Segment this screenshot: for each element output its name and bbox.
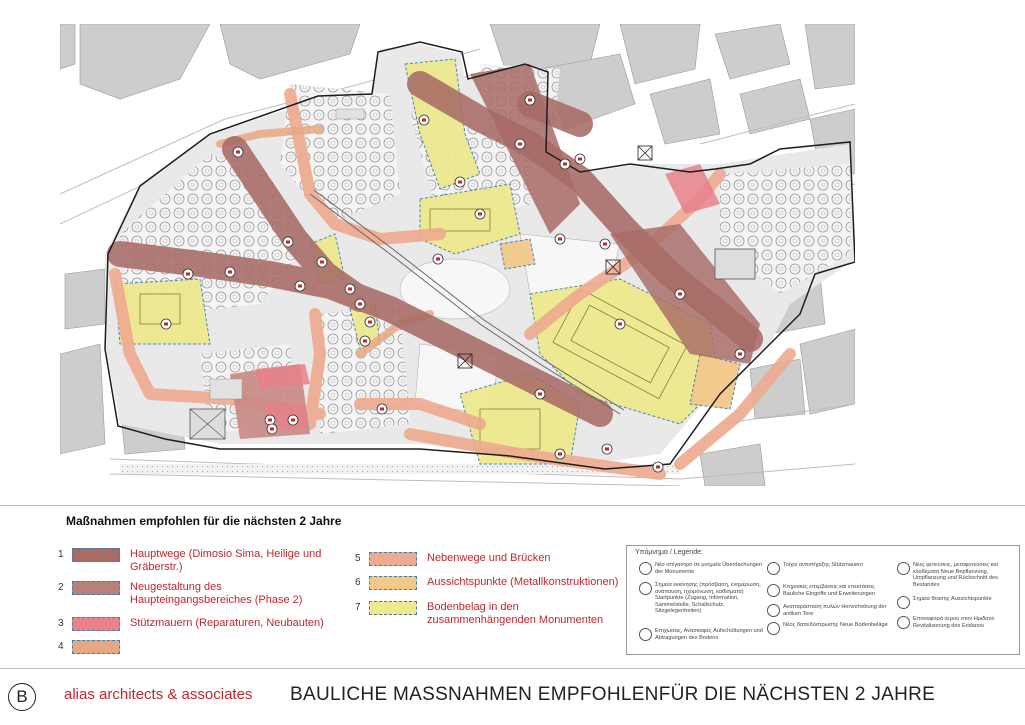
map-symbol-glyph <box>298 285 302 288</box>
key-item-wall: Τοίχοι αντιστήριξης Stützmauern <box>783 562 895 569</box>
map-symbol-glyph <box>528 99 532 102</box>
map-symbol-glyph <box>236 151 240 154</box>
map-symbol-glyph <box>738 353 742 356</box>
map-symbol-glyph <box>678 293 682 296</box>
paving-icon <box>767 622 780 635</box>
map-symbol-glyph <box>186 273 190 276</box>
map-symbol-glyph <box>270 428 274 431</box>
map-symbol-glyph <box>348 288 352 291</box>
tree-icon <box>897 562 910 575</box>
map-symbol-glyph <box>436 258 440 261</box>
legend-swatch <box>369 601 417 615</box>
legend-title: Maßnahmen empfohlen für die nächsten 2 Jahre <box>66 514 342 528</box>
key-item-gate: Αναπαράσταση πυλών Hervorhebung der antiken Tore <box>783 604 895 617</box>
legend-number: 7 <box>355 602 361 613</box>
map-symbol-glyph <box>286 241 290 244</box>
map-symbol-glyph <box>268 419 272 422</box>
map-symbol-glyph <box>164 323 168 326</box>
gate-icon <box>767 604 780 617</box>
map-symbol-glyph <box>228 271 232 274</box>
page-title: BAULICHE MASSNAHMEN EMPFOHLENFÜR DIE NÄCHSTEN 2 JAHRE <box>290 684 936 705</box>
wall-icon <box>767 562 780 575</box>
legend-swatch <box>72 548 120 562</box>
map-symbol-glyph <box>422 119 426 122</box>
symbol-key-title: Υπόμνημα / Legende: <box>635 549 703 556</box>
legend-label: Neugestaltung des Haupteingangsbereiches (Phase 2) <box>130 581 303 606</box>
map-symbol-glyph <box>320 261 324 264</box>
key-item-shelter: Νέο στέγαστρο σε μνημεία Überdachungen der Monumente <box>655 562 767 575</box>
key-item-earthwork: Επιχώσεις, Ανασκαφές Aufschüttungen und Abtragungen des Bodens <box>655 628 767 641</box>
legend-swatch <box>72 581 120 595</box>
key-item-trees: Νέες φυτεύσεις, μεταφυτεύσεις και κλαδέματα Neue Bepflanzung, Umpflanzung und Rückschnitt des Bestandes <box>913 562 1013 588</box>
map-symbol-glyph <box>558 453 562 456</box>
legend-number: 5 <box>355 553 361 564</box>
firm-name: alias architects & associates <box>64 686 253 703</box>
key-item-water: Επαναφορά νερού στον Ηριδανό Revitalisierung des Eridanos <box>913 616 1013 629</box>
map-symbol-glyph <box>363 340 367 343</box>
firm-logo: B <box>8 683 36 711</box>
key-item-building: Κτηριακές επεμβάσεις και επεκτάσεις Bauliche Eingriffe und Erweiterungen <box>783 584 895 597</box>
map-symbol-glyph <box>656 466 660 469</box>
map-symbol-glyph <box>458 181 462 184</box>
legend-label: Bodenbelag in den zusammenhängenden Monumenten <box>427 601 604 626</box>
map-symbol-glyph <box>368 321 372 324</box>
site-plan-map <box>60 24 855 486</box>
map-symbol-glyph <box>558 238 562 241</box>
separator-line-bottom <box>0 668 1025 669</box>
legend-label: Stützmauern (Reparaturen, Neubauten) <box>130 617 324 629</box>
legend-number: 2 <box>58 582 64 593</box>
separator-line-top <box>0 505 1025 506</box>
earthwork-icon <box>639 628 652 641</box>
legend-label: Hauptwege (Dimosio Sima, Heilige und Gräberstr.) <box>130 548 322 573</box>
map-symbol-glyph <box>605 448 609 451</box>
map-symbol-glyph <box>538 393 542 396</box>
water-icon <box>897 616 910 629</box>
map-symbol-glyph <box>478 213 482 216</box>
map-symbol-glyph <box>603 243 607 246</box>
legend-number: 1 <box>58 549 64 560</box>
map-symbol-glyph <box>380 408 384 411</box>
symbol-key-box <box>626 545 1020 655</box>
shelter-icon <box>639 562 652 575</box>
legend-number: 3 <box>58 618 64 629</box>
legend-number: 6 <box>355 577 361 588</box>
startpoint-icon <box>639 582 652 595</box>
key-item-viewpoint: Σημεία θέασης Aussichtspunkte <box>913 596 1013 603</box>
map-symbol-glyph <box>563 163 567 166</box>
legend-swatch <box>369 552 417 566</box>
map-symbol-glyph <box>291 419 295 422</box>
legend-swatch <box>72 617 120 631</box>
map-symbol-glyph <box>578 158 582 161</box>
key-item-startpoint: Σημεία εκκίνησης (πρόσβαση, ενημέρωση, ανάπαυση, ηχομόνωση, καθίσματα) Startpunkte (Zugang, Information, Sammelstelle, Schallschutz, Sitzgelegenheiten) <box>655 582 767 615</box>
map-symbol-glyph <box>618 323 622 326</box>
viewpoint-icon <box>897 596 910 609</box>
legend-number: 4 <box>58 641 64 652</box>
key-item-paving: Νέος δαπεδόστρωσης Neue Bodenbeläge <box>783 622 895 629</box>
legend-swatch <box>72 640 120 654</box>
map-symbol-glyph <box>358 303 362 306</box>
map-symbol-glyph <box>518 143 522 146</box>
building-icon <box>767 584 780 597</box>
legend-label: Aussichtspunkte (Metallkonstruktionen) <box>427 576 619 588</box>
legend-swatch <box>369 576 417 590</box>
legend-label: Nebenwege und Brücken <box>427 552 551 564</box>
